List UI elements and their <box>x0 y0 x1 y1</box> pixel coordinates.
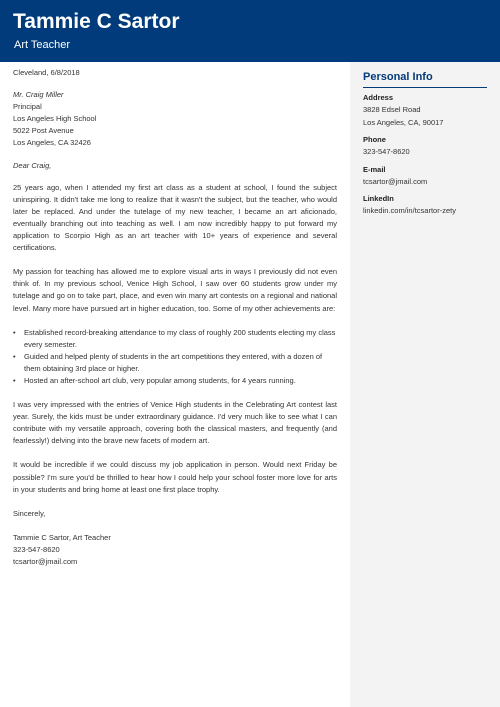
bullet-glyph: • <box>13 327 16 337</box>
address-line1: 3828 Edsel Road <box>363 105 421 114</box>
bullet-glyph: • <box>13 351 16 361</box>
paragraph-impressed: I was very impressed with the entries of Venice High students in the Celebrating Art contest last year. Surely, the kids must be under extraordinary guidance. I'd very much like to see what I can contribute with my versatile approach, covering both the classical masters, and frequently (and fearlessly!) delving into the brave new facets of modern art. <box>13 400 337 446</box>
achievement-text: Established record-breaking attendance to my class of roughly 200 students electing my class every semester. <box>24 327 336 349</box>
linkedin-value: linkedin.com/in/tcsartor-zety <box>363 206 456 215</box>
achievement-text: Guided and helped plenty of students in the art competitions they entered, with a dozen of them obtaining 3rd place or higher. <box>24 351 323 373</box>
achievements-list <box>13 327 337 387</box>
paragraph-passion: My passion for teaching has allowed me to explore visual arts in ways I previously did not even think of. In my previous school, Venice High School, I saw over 60 students grow under my tutelage and go on to take part, place, and even win many art contests on a regional and national level. Many more have pursued art in higher education, too. Some of my other achievements are: <box>13 267 337 313</box>
bullet-glyph: • <box>13 375 16 385</box>
phone-value: 323-547-8620 <box>363 147 410 156</box>
letter-body <box>13 67 337 568</box>
paragraph-closing-request: It would be incredible if we could discuss my job application in person. Would next Friday be possible? I'm sure you'd be thrilled to hear how I could help your school foster more love for arts in your students and bring home at least one first place trophy. <box>13 460 337 494</box>
linkedin-label: LinkedIn <box>363 194 394 203</box>
recipient-name: Mr. Craig Miller <box>13 90 64 100</box>
phone-label: Phone <box>363 135 386 144</box>
list-item <box>13 327 337 351</box>
paragraph-intro: 25 years ago, when I attended my first art class as a student at school, I found the subject uninspiring. It didn't take me long to realize that it wasn't the subject, but the teacher, who would later be replaced. And under the tutelage of my new teacher, I became an art aficionado, eventually branching out into teaching as well. I am now incredibly happy to put forward my application to Scorpio High as an art teacher with 10+ years of experience and several certifications. <box>13 182 337 253</box>
closing: Sincerely, <box>13 508 46 518</box>
applicant-job-title: Art Teacher <box>14 39 71 51</box>
recipient-school: Los Angeles High School <box>13 114 97 124</box>
applicant-name: Tammie C Sartor <box>13 10 180 33</box>
personal-info-divider <box>363 87 487 88</box>
personal-info-sidebar <box>350 62 500 707</box>
header-banner <box>0 0 500 62</box>
email-label: E-mail <box>363 165 386 174</box>
list-item <box>13 351 337 375</box>
address-line2: Los Angeles, CA, 90017 <box>363 118 444 127</box>
signature-email: tcsartor@jmail.com <box>13 557 78 566</box>
recipient-title: Principal <box>13 102 42 112</box>
signature-phone: 323-547-8620 <box>13 544 60 554</box>
signature-name: Tammie C Sartor, Art Teacher <box>13 532 111 542</box>
achievement-text: Hosted an after-school art club, very popular among students, for 4 years running. <box>24 375 296 385</box>
greeting: Dear Craig, <box>13 160 52 170</box>
email-value: tcsartor@jmail.com <box>363 177 428 186</box>
address-label: Address <box>363 93 394 102</box>
recipient-city: Los Angeles, CA 32426 <box>13 138 91 148</box>
personal-info-heading: Personal Info <box>363 71 433 83</box>
recipient-street: 5022 Post Avenue <box>13 126 74 136</box>
list-item <box>13 375 337 387</box>
place-date: Cleveland, 6/8/2018 <box>13 68 80 77</box>
